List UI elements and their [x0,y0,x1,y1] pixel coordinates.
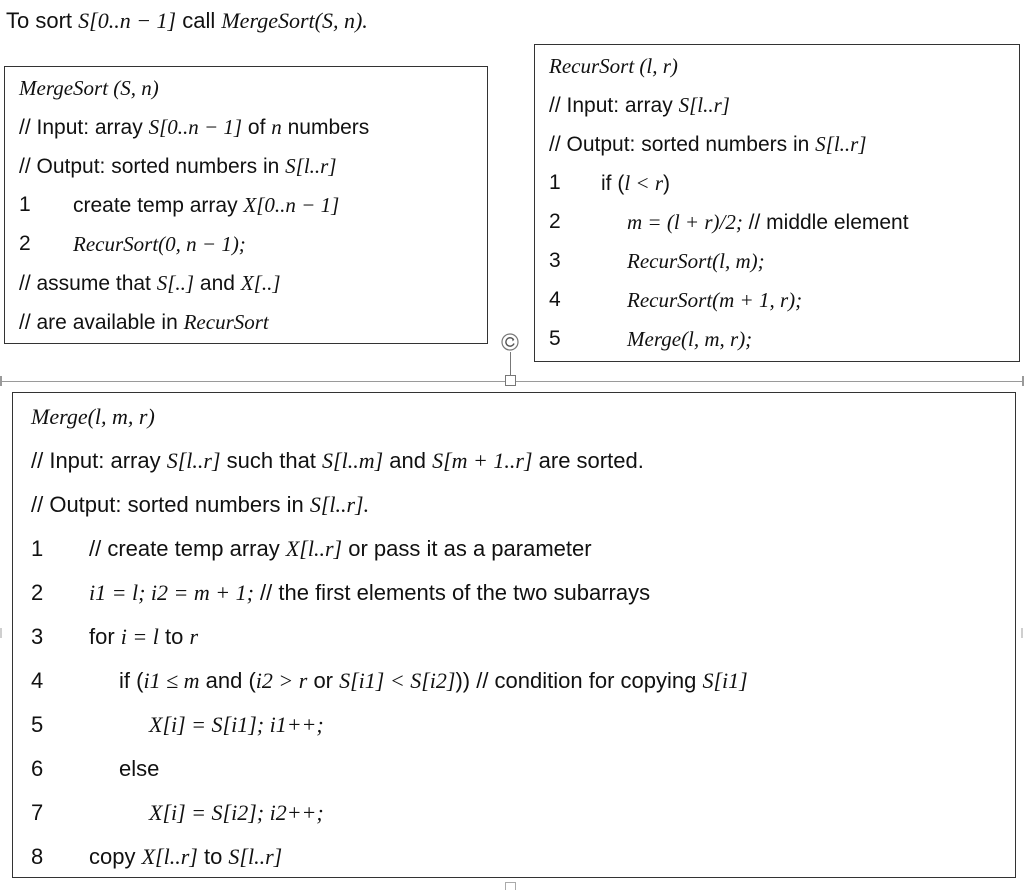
merge-input-m3: S[m + 1..r] [432,448,533,473]
merge-line-1-a: // create temp array [89,536,286,561]
recursort-if-cond: l < r [624,171,664,195]
line-number: 3 [31,624,44,649]
merge-output-m: S[l..r]. [309,492,370,517]
line-number: 2 [19,232,31,255]
merge-line-4-if: if ( [119,668,144,693]
mergesort-assume-s: S[..] [156,271,195,295]
merge-line-2-comment: // the first elements of the two subarrays [253,580,651,605]
resize-handle-top[interactable] [505,375,516,386]
merge-line-7-m: X[i] = S[i2]; i2++; [149,800,324,825]
mergesort-box[interactable] [4,66,488,344]
mergesort-assume-comment [19,264,281,302]
line-number: 4 [31,668,44,693]
line-number: 8 [31,844,44,869]
line-number: 5 [549,327,561,350]
resize-handle-right[interactable] [1021,628,1023,638]
mergesort-assume-x: X[..] [240,271,281,295]
merge-title-func: Merge(l, m, r) [31,404,155,429]
line-number: 2 [549,210,561,233]
intro-line [6,8,368,34]
merge-line-8-copy: copy [89,844,142,869]
rotate-icon[interactable] [500,332,520,352]
merge-output-a: // Output: sorted numbers in [31,492,310,517]
mergesort-title-args: (S, n) [108,76,159,100]
merge-input-c: and [383,448,433,473]
line-number: 4 [549,288,561,311]
merge-line-1-text [89,528,592,570]
mergesort-output-math: S[l..r] [285,154,337,178]
merge-line-3-to: to [158,624,190,649]
merge-input-m1: S[l..r] [166,448,221,473]
mergesort-available-a: // are available in [19,311,184,334]
mergesort-line-1-a: create temp array [73,194,244,217]
merge-input-d: are sorted. [532,448,644,473]
merge-line-4-text [119,660,748,702]
intro-text-b: call [176,8,222,33]
merge-line-4-m3: S[i1] < S[i2] [339,668,456,693]
line-number: 1 [31,536,44,561]
mergesort-output-text: // Output: sorted numbers in [19,155,286,178]
mergesort-title [19,69,159,107]
merge-line-3-m2: r [189,624,199,649]
merge-input-a: // Input: array [31,448,167,473]
intro-func-args: (S, n). [314,8,368,33]
recursort-line-1-text [601,164,670,203]
merge-title [31,396,155,438]
mergesort-input-n: n [271,115,282,139]
mergesort-input-text: // Input: array [19,116,149,139]
intro-text-a: To sort [6,8,79,33]
intro-math-array: S[0..n − 1] [78,8,177,33]
mergesort-line-1-text [73,186,339,225]
recursort-line-4-math: RecurSort(m + 1, r); [627,288,803,312]
line-number: 7 [31,800,44,825]
merge-line-3-text [89,616,198,658]
recursort-box[interactable] [534,44,1020,362]
mergesort-assume-and: and [194,272,241,295]
line-number: 2 [31,580,44,605]
mergesort-input-math: S[0..n − 1] [148,115,243,139]
mergesort-line-1-math: X[0..n − 1] [243,193,340,217]
recursort-title [549,47,678,85]
merge-line-8-m1: X[l..r] [141,844,198,869]
mergesort-input-comment [19,108,369,146]
recursort-line-2-text [627,203,909,242]
recursort-middle-comment: // middle element [742,211,909,234]
line-number: 6 [31,756,44,781]
mergesort-title-func: MergeSort [19,76,109,100]
merge-input-b: such that [220,448,323,473]
recursort-middle-math: m = (l + r)/2; [627,210,743,234]
line-number: 1 [549,171,561,194]
recursort-output-comment [549,125,867,163]
merge-line-4-m1: i1 ≤ m [143,668,200,693]
merge-line-4-m4: S[i1] [702,668,748,693]
merge-line-4-and: and ( [199,668,256,693]
merge-input-m2: S[l..m] [322,448,384,473]
merge-line-6-else: else [119,756,160,781]
merge-line-1-b: or pass it as a parameter [342,536,592,561]
line-number: 1 [19,193,31,216]
mergesort-output-comment [19,147,337,185]
mergesort-input-numbers: numbers [281,116,370,139]
merge-line-4-m2: i2 > r [255,668,308,693]
recursort-output-math: S[l..r] [815,132,867,156]
merge-line-8-to: to [197,844,229,869]
intro-func-name: MergeSort [221,8,315,33]
line-number: 3 [549,249,561,272]
recursort-title-func: RecurSort [549,54,635,78]
merge-line-5-m: X[i] = S[i1]; i1++; [149,712,324,737]
recursort-if: if ( [601,172,625,195]
merge-line-4-or: or [307,668,340,693]
merge-line-3-m1: i = l [120,624,159,649]
mergesort-available-func: RecurSort [183,310,269,334]
mergesort-assume-a: // assume that [19,272,157,295]
merge-input-comment [31,440,644,482]
merge-line-8-text [89,836,282,878]
rotate-handle-stem [510,352,511,376]
mergesort-available-comment [19,303,269,341]
recursort-line-3-math: RecurSort(l, m); [627,249,765,273]
merge-box[interactable] [12,392,1016,878]
recursort-input-text: // Input: array [549,94,679,117]
recursort-title-args: (l, r) [634,54,678,78]
merge-line-3-for: for [89,624,121,649]
selection-left-tick [0,376,2,386]
recursort-input-comment [549,86,730,124]
merge-line-1-m: X[l..r] [285,536,343,561]
merge-output-comment [31,484,369,526]
mergesort-line-2-math: RecurSort(0, n − 1); [73,232,246,256]
recursort-input-math: S[l..r] [678,93,730,117]
recursort-if-close: ) [663,172,671,195]
line-number: 5 [31,712,44,737]
recursort-line-5-math: Merge(l, m, r); [627,327,753,351]
recursort-output-text: // Output: sorted numbers in [549,133,816,156]
merge-line-8-m2: S[l..r] [228,844,283,869]
merge-line-2-text [89,572,650,614]
mergesort-input-of: of [242,116,272,139]
merge-line-4-comment: )) // condition for copying [455,668,703,693]
resize-handle-left[interactable] [0,628,2,638]
merge-line-2-m: i1 = l; i2 = m + 1; [89,580,254,605]
